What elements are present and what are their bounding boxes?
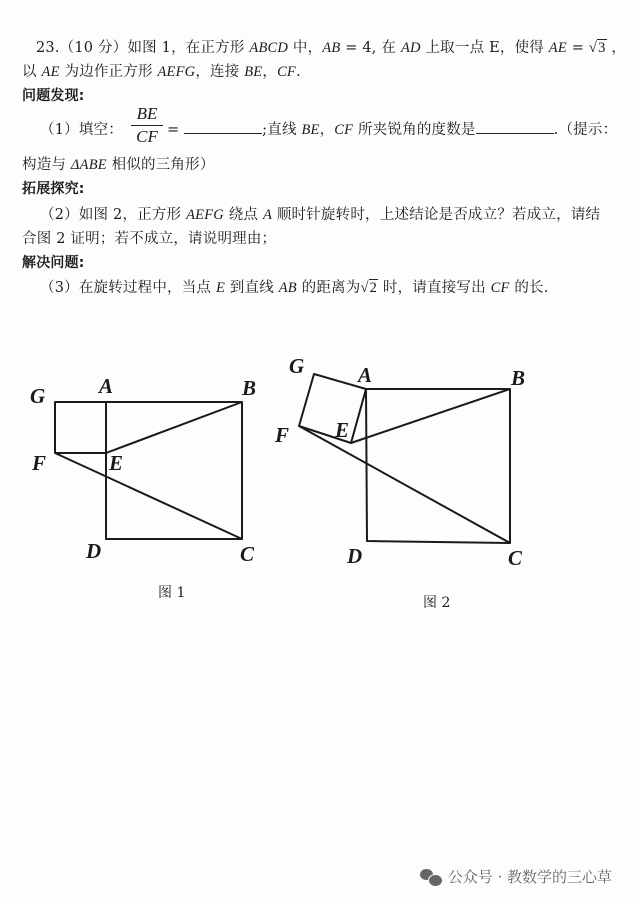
text: 到直线 bbox=[225, 280, 279, 296]
math-ae: AE bbox=[548, 40, 567, 56]
fig1-label-b: B bbox=[242, 376, 257, 400]
problem-points: （10 分） bbox=[59, 40, 128, 56]
equals-sign: = bbox=[167, 122, 180, 138]
text: 所夹锐角的度数是 bbox=[353, 122, 476, 138]
text: （3）在旋转过程中，当点 bbox=[40, 280, 216, 296]
text: 绕点 bbox=[223, 207, 263, 223]
figure-2-drawing bbox=[299, 374, 510, 543]
fig1-label-e: E bbox=[109, 451, 124, 475]
text: ;直线 bbox=[262, 122, 302, 138]
text: ， bbox=[606, 40, 627, 56]
math-cf: CF bbox=[277, 64, 296, 80]
text: = 4, 在 bbox=[340, 40, 401, 56]
fig1-label-g: G bbox=[30, 384, 46, 408]
fig1-label-a: A bbox=[99, 374, 114, 398]
math-cf: CF bbox=[490, 280, 510, 296]
math-ab: AB bbox=[278, 280, 297, 296]
text: 上取一点 E，使得 bbox=[420, 40, 549, 56]
fig1-label-f: F bbox=[32, 451, 47, 475]
text: （2）如图 2，正方形 bbox=[40, 207, 187, 223]
math-be: BE bbox=[244, 64, 263, 80]
text: 为边作正方形 bbox=[59, 64, 158, 80]
text: = bbox=[566, 40, 589, 56]
problem-number: 23. bbox=[36, 40, 60, 56]
part1-label: （1）填空： bbox=[40, 122, 123, 138]
watermark-text: 公众号 · 教数学的三心草 bbox=[447, 868, 612, 886]
fraction-denominator: CF bbox=[136, 127, 158, 146]
text: .（提示： bbox=[553, 122, 618, 138]
fig1-label-d: D bbox=[86, 539, 102, 563]
text: 顺时针旋转时，上述结论是否成立？若成立，请结 bbox=[272, 207, 601, 223]
sqrt-radicand: 3 bbox=[598, 40, 606, 56]
math-abcd: ABCD bbox=[249, 40, 289, 56]
math-triangle-abe: ΔABE bbox=[70, 157, 107, 173]
text: 的距离为 bbox=[296, 280, 361, 296]
text: 的长. bbox=[509, 280, 549, 296]
fig2-label-c: C bbox=[508, 546, 523, 570]
text: 相似的三角形） bbox=[106, 157, 215, 173]
part2-line2: 合图 2 证明；若不成立，请说明理由； bbox=[22, 231, 277, 247]
sqrt-2: √2 bbox=[360, 280, 378, 296]
sqrt-radicand: 2 bbox=[369, 280, 378, 296]
figure-2-caption: 图 2 bbox=[423, 595, 451, 611]
fig2-label-f: F bbox=[275, 423, 290, 447]
math-ab: AB bbox=[322, 40, 341, 56]
text: . bbox=[296, 64, 301, 80]
math-cf: CF bbox=[334, 122, 354, 138]
figure-1-drawing bbox=[55, 402, 242, 539]
math-be: BE bbox=[301, 122, 320, 138]
sqrt-3: √3 bbox=[588, 40, 606, 56]
fig2-label-b: B bbox=[511, 366, 526, 390]
text: 中， bbox=[288, 40, 323, 56]
figure-1-caption: 图 1 bbox=[158, 585, 186, 601]
section-title-solve: 解决问题: bbox=[22, 255, 85, 271]
fig2-label-d: D bbox=[347, 544, 363, 568]
text: ， bbox=[319, 122, 335, 138]
math-aefg: AEFG bbox=[186, 207, 224, 223]
fig2-label-g: G bbox=[289, 354, 305, 378]
math-a: A bbox=[262, 207, 273, 223]
math-ad: AD bbox=[400, 40, 421, 56]
text: ， bbox=[262, 64, 278, 80]
watermark bbox=[420, 866, 612, 887]
math-ae: AE bbox=[41, 64, 60, 80]
fig2-label-a: A bbox=[358, 363, 373, 387]
section-title-extension: 拓展探究: bbox=[22, 181, 85, 197]
text: 构造与 bbox=[22, 157, 71, 173]
wechat-icon bbox=[420, 868, 442, 886]
fig1-label-c: C bbox=[240, 542, 255, 566]
fraction-numerator: BE bbox=[136, 104, 158, 123]
text: 如图 1，在正方形 bbox=[127, 40, 250, 56]
math-e: E bbox=[215, 280, 225, 296]
text: ，连接 bbox=[195, 64, 245, 80]
math-aefg: AEFG bbox=[157, 64, 196, 80]
text: 以 bbox=[22, 64, 42, 80]
section-title-discovery: 问题发现: bbox=[22, 88, 85, 104]
text: 时，请直接写出 bbox=[378, 280, 491, 296]
fig2-label-e: E bbox=[335, 418, 350, 442]
